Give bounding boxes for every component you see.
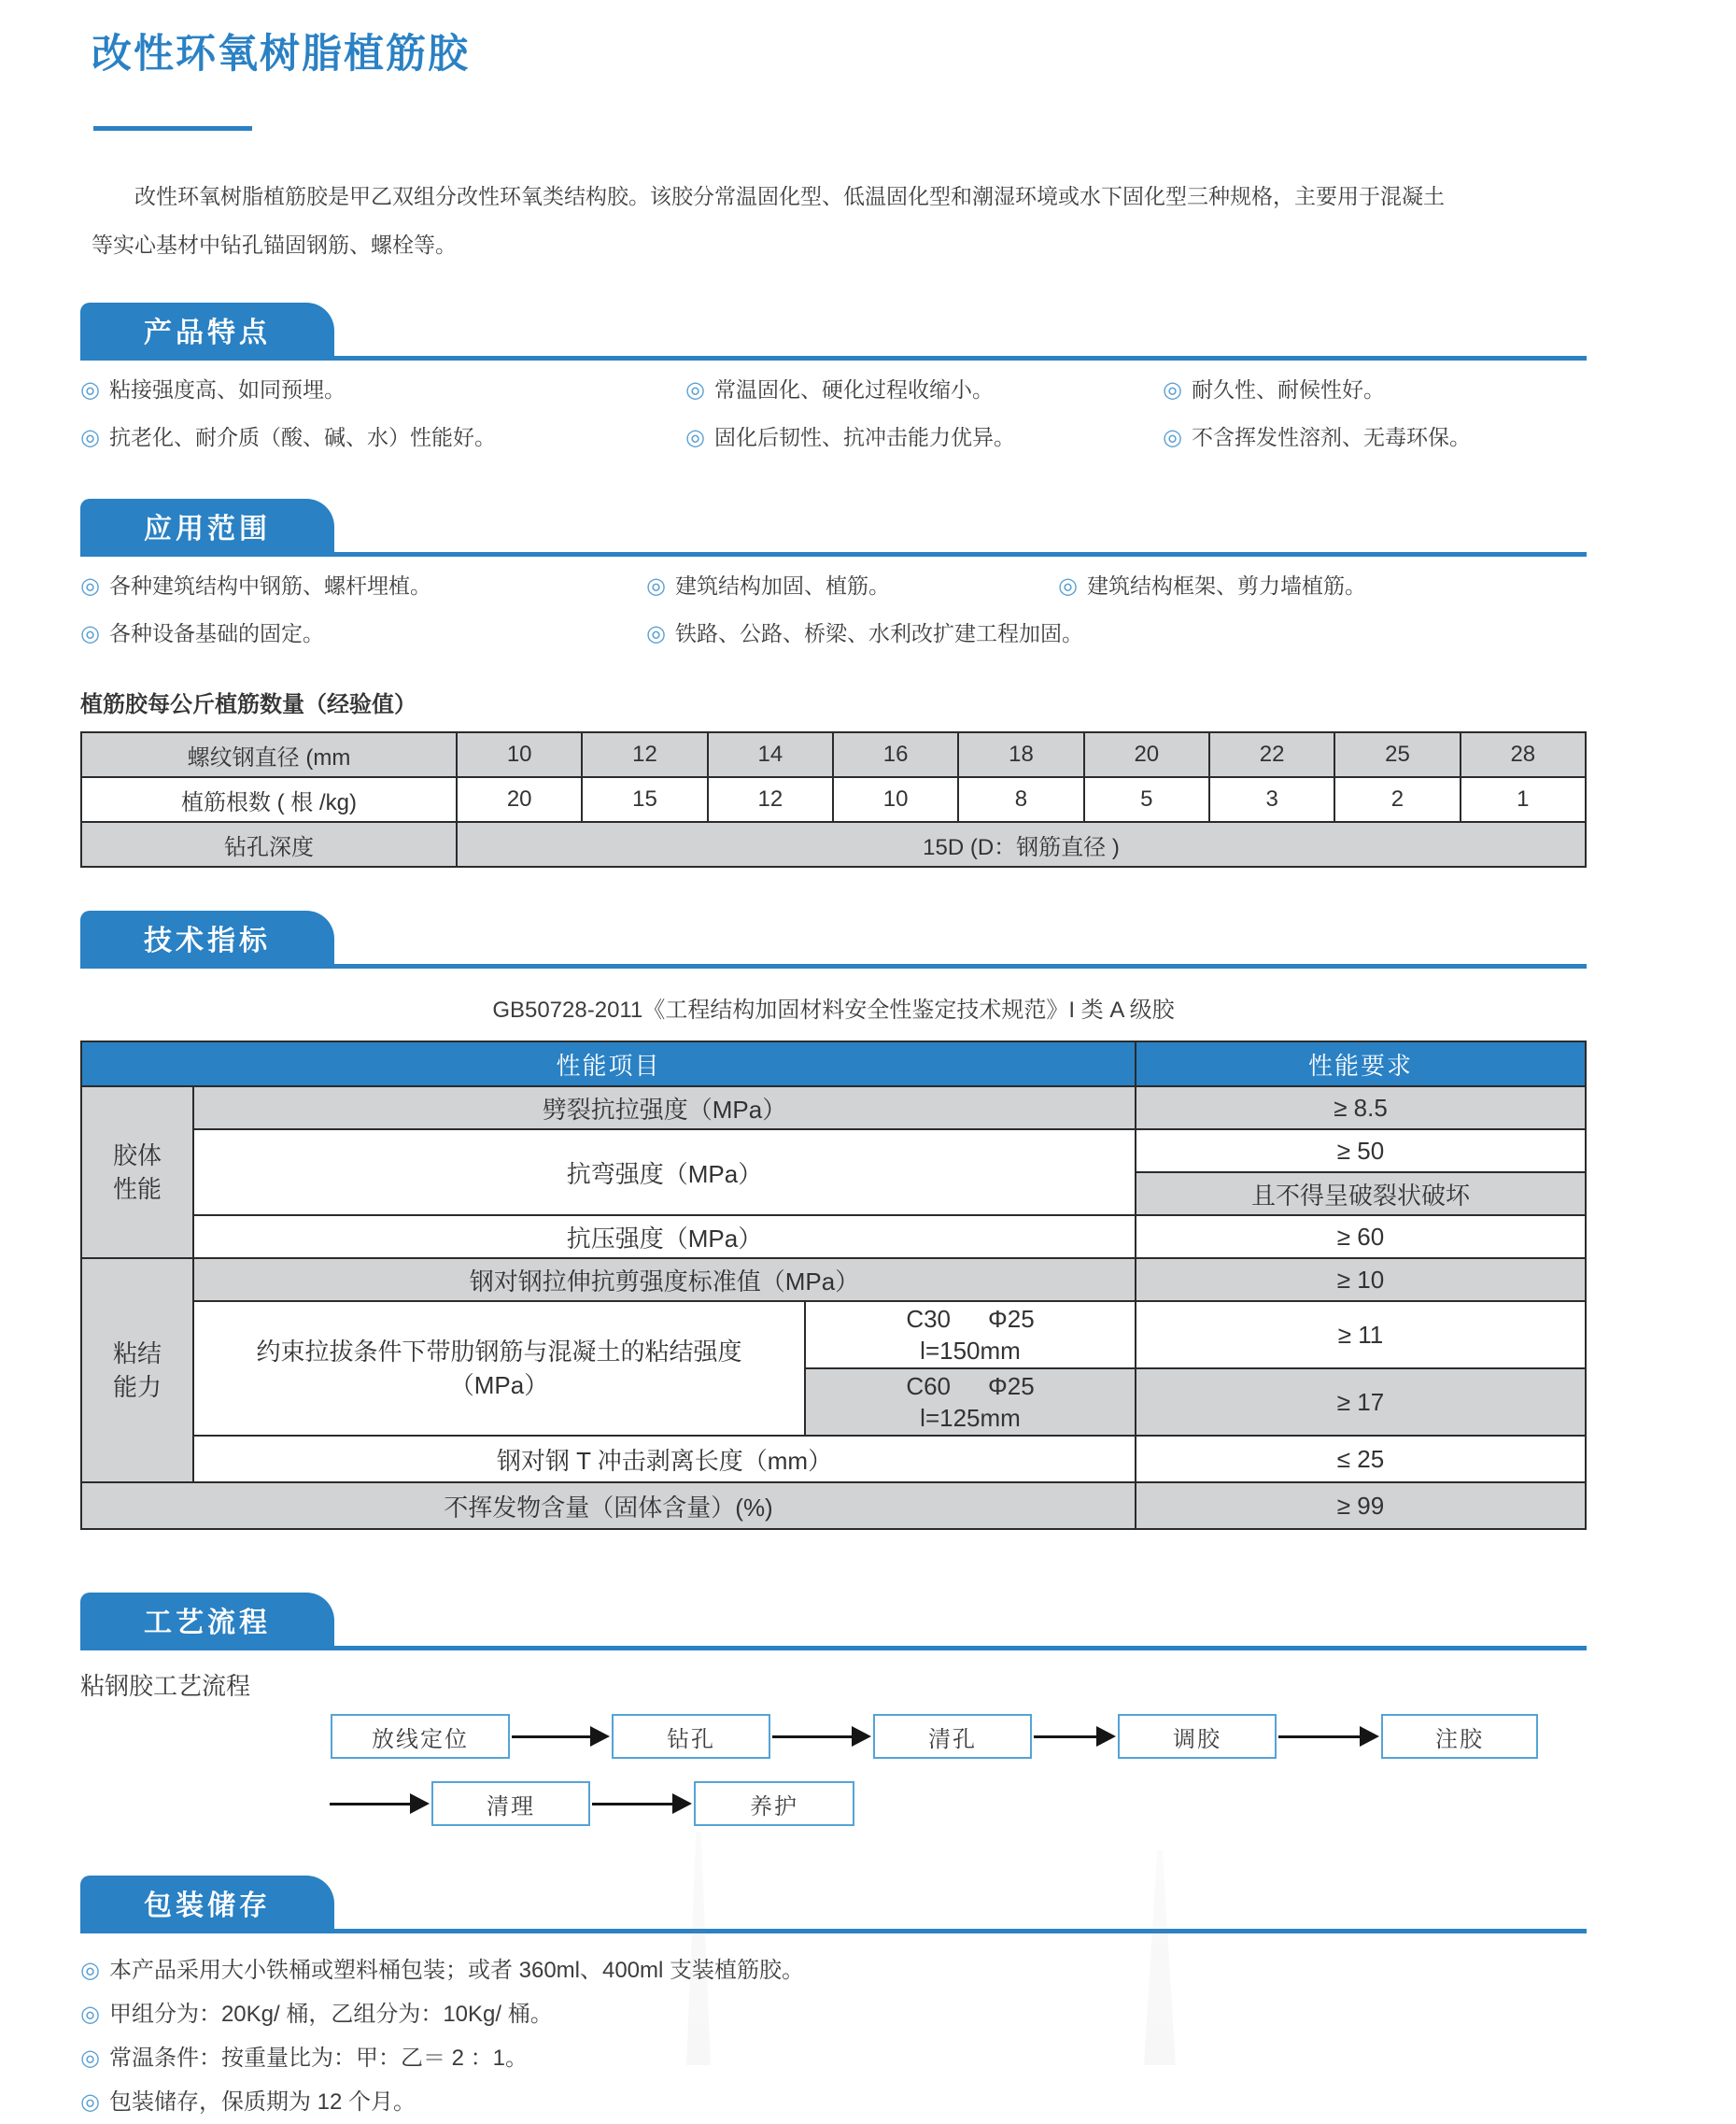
group-cell <box>81 1086 193 1258</box>
table-row <box>81 1129 1586 1172</box>
list-item <box>80 2036 1587 2080</box>
table-row <box>81 1301 1586 1368</box>
bar-diameter: Φ25 <box>988 1372 1035 1400</box>
bullseye-icon: ◎ <box>80 621 100 646</box>
cell: 15D (D：钢筋直径 ) <box>457 822 1586 867</box>
table-row <box>81 1086 1586 1129</box>
group-label: 粘结能力 <box>112 1339 162 1401</box>
concrete-grade: C60 <box>906 1372 952 1400</box>
list-item <box>80 1992 1587 2036</box>
feature-text: 粘接强度高、如同预埋。 <box>108 377 346 402</box>
arrow-right-icon <box>772 1714 871 1759</box>
bullseye-icon: ◎ <box>1163 425 1182 450</box>
flow-box: 养护 <box>694 1781 854 1826</box>
flow-box: 注胶 <box>1381 1714 1538 1759</box>
title-underline <box>93 126 252 131</box>
cell: 12 <box>708 777 833 822</box>
section-applications <box>80 499 1587 648</box>
arrow-right-icon <box>592 1781 692 1826</box>
condition-top <box>806 1370 1135 1402</box>
tech-table <box>80 1041 1587 1530</box>
bullseye-icon: ◎ <box>80 2089 100 2115</box>
condition-top <box>806 1303 1135 1335</box>
table-row <box>81 822 1586 867</box>
group-label: 胶体性能 <box>112 1141 162 1203</box>
flow-box: 清理 <box>431 1781 590 1826</box>
row-header: 钻孔深度 <box>81 822 457 867</box>
cell: 18 <box>958 732 1083 777</box>
bullseye-icon: ◎ <box>646 621 666 646</box>
cell: 5 <box>1084 777 1209 822</box>
item-line: （MPa） <box>449 1371 549 1399</box>
requirement-cell: ≥ 8.5 <box>1136 1086 1586 1129</box>
section-process <box>80 1593 1587 1849</box>
cell: 1 <box>1461 777 1586 822</box>
applications-list <box>80 572 1587 648</box>
list-item <box>80 423 685 452</box>
intro-paragraph <box>92 172 1587 269</box>
item-cell: 钢对钢拉伸抗剪强度标准值（MPa） <box>193 1258 1136 1301</box>
packaging-text: 本产品采用大小铁桶或塑料桶包装；或者 360ml、400ml 支装植筋胶。 <box>108 1958 805 1983</box>
bullseye-icon: ◎ <box>80 377 100 403</box>
bullseye-icon: ◎ <box>80 2002 100 2027</box>
application-text: 铁路、公路、桥梁、水利改扩建工程加固。 <box>674 621 1083 645</box>
requirement-cell: ≥ 50 <box>1136 1129 1586 1172</box>
flow-chart <box>80 1709 1587 1849</box>
flow-subtitle: 粘钢胶工艺流程 <box>80 1672 251 1700</box>
application-text: 各种建筑结构中钢筋、螺杆埋植。 <box>108 573 431 598</box>
cell: 25 <box>1334 732 1460 777</box>
requirement-cell: ≥ 99 <box>1136 1482 1586 1529</box>
process-rule <box>80 1646 1587 1650</box>
packaging-banner: 包装储存 <box>80 1876 334 1929</box>
flow-box: 钻孔 <box>612 1714 770 1759</box>
table-row <box>81 732 1586 777</box>
list-item <box>685 423 1163 452</box>
requirement-cell: ≤ 25 <box>1136 1436 1586 1482</box>
intro-line-1: 改性环氧树脂植筋胶是甲乙双组分改性环氧类结构胶。该胶分常温固化型、低温固化型和潮湿环境或水下固化型三种规格，主要用于混凝土 <box>134 184 1445 208</box>
cell: 20 <box>1084 732 1209 777</box>
item-cell: 抗压强度（MPa） <box>193 1215 1136 1258</box>
requirement-cell: ≥ 60 <box>1136 1215 1586 1258</box>
cell: 3 <box>1209 777 1334 822</box>
list-item <box>646 619 1083 648</box>
requirement-cell: ≥ 10 <box>1136 1258 1586 1301</box>
cell: 22 <box>1209 732 1334 777</box>
flow-box: 调胶 <box>1118 1714 1277 1759</box>
table-row <box>81 777 1586 822</box>
row-header: 螺纹钢直径 (mm <box>81 732 457 777</box>
section-features <box>80 303 1587 452</box>
list-item <box>80 1948 1587 1992</box>
application-text: 建筑结构加固、植筋。 <box>674 573 890 598</box>
list-item <box>80 2080 1587 2124</box>
bullseye-icon: ◎ <box>80 1958 100 1983</box>
table-row <box>81 1258 1586 1301</box>
feature-text: 抗老化、耐介质（酸、碱、水）性能好。 <box>108 425 496 449</box>
arrow-right-icon <box>1278 1714 1379 1759</box>
tech-banner: 技术指标 <box>80 911 334 964</box>
item-cell: 钢对钢 T 冲击剥离长度（mm） <box>193 1436 1136 1482</box>
packaging-text: 甲组分为：20Kg/ 桶，乙组分为：10Kg/ 桶。 <box>108 2002 553 2027</box>
cell: 10 <box>833 777 958 822</box>
row-header: 植筋根数 ( 根 /kg) <box>81 777 457 822</box>
list-item <box>80 572 646 601</box>
embed-length: l=125mm <box>920 1404 1021 1432</box>
bullseye-icon: ◎ <box>685 377 705 403</box>
item-line: 约束拉拔条件下带肋钢筋与混凝土的粘结强度 <box>256 1338 742 1366</box>
applications-banner: 应用范围 <box>80 499 334 552</box>
features-banner: 产品特点 <box>80 303 334 356</box>
cell: 15 <box>582 777 707 822</box>
list-item <box>1163 375 1587 404</box>
table-header-row <box>81 1041 1586 1086</box>
application-text: 各种设备基础的固定。 <box>108 621 324 645</box>
applications-rule <box>80 552 1587 557</box>
rebar-table-title: 植筋胶每公斤植筋数量（经验值） <box>80 692 416 717</box>
cell: 12 <box>582 732 707 777</box>
feature-text: 不含挥发性溶剂、无毒环保。 <box>1191 425 1471 449</box>
requirement-cell: ≥ 17 <box>1136 1368 1586 1436</box>
packaging-rule <box>80 1929 1587 1933</box>
condition-cell <box>805 1301 1136 1368</box>
bar-diameter: Φ25 <box>988 1305 1035 1333</box>
list-item <box>1163 423 1587 452</box>
bullseye-icon: ◎ <box>1163 377 1182 403</box>
item-cell <box>193 1301 805 1436</box>
concrete-grade: C30 <box>906 1305 952 1333</box>
list-item <box>80 619 646 648</box>
flow-box: 清孔 <box>873 1714 1032 1759</box>
table-row <box>81 1482 1586 1529</box>
tech-rule <box>80 964 1587 969</box>
list-item <box>646 572 1058 601</box>
feature-text: 耐久性、耐候性好。 <box>1191 377 1385 402</box>
group-cell <box>81 1258 193 1482</box>
bullseye-icon: ◎ <box>1058 573 1078 599</box>
application-text: 建筑结构框架、剪力墙植筋。 <box>1086 573 1366 598</box>
cell: 20 <box>457 777 582 822</box>
bullseye-icon: ◎ <box>646 573 666 599</box>
arrow-right-icon <box>330 1781 430 1826</box>
flow-box: 放线定位 <box>331 1714 510 1759</box>
column-header: 性能项目 <box>81 1041 1136 1086</box>
bullseye-icon: ◎ <box>80 2046 100 2071</box>
table-row <box>81 1436 1586 1482</box>
list-item <box>1058 572 1587 601</box>
bullseye-icon: ◎ <box>80 425 100 450</box>
intro-line-2: 等实心基材中钻孔锚固钢筋、螺栓等。 <box>92 233 457 257</box>
process-banner: 工艺流程 <box>80 1593 334 1646</box>
packaging-text: 常温条件：按重量比为：甲：乙＝ 2 ：1。 <box>108 2046 528 2071</box>
condition-cell <box>805 1368 1136 1436</box>
item-cell: 抗弯强度（MPa） <box>193 1129 1136 1215</box>
requirement-cell: ≥ 11 <box>1136 1301 1586 1368</box>
feature-text: 固化后韧性、抗冲击能力优异。 <box>713 425 1015 449</box>
requirement-cell: 且不得呈破裂状破坏 <box>1136 1172 1586 1215</box>
section-tech <box>80 911 1587 1530</box>
bullseye-icon: ◎ <box>80 573 100 599</box>
cell: 10 <box>457 732 582 777</box>
cell: 16 <box>833 732 958 777</box>
features-rule <box>80 356 1587 361</box>
rebar-table <box>80 731 1587 868</box>
features-list <box>80 375 1587 452</box>
standard-reference: GB50728-2011《工程结构加固材料安全性鉴定技术规范》I 类 A 级胶 <box>492 998 1175 1023</box>
bullseye-icon: ◎ <box>685 425 705 450</box>
cell: 28 <box>1461 732 1586 777</box>
cell: 8 <box>958 777 1083 822</box>
table-row <box>81 1215 1586 1258</box>
page-title: 改性环氧树脂植筋胶 <box>92 32 470 77</box>
packaging-text: 包装储存，保质期为 12 个月。 <box>108 2089 416 2115</box>
embed-length: l=150mm <box>920 1337 1021 1365</box>
feature-text: 常温固化、硬化过程收缩小。 <box>713 377 994 402</box>
arrow-right-icon <box>512 1714 610 1759</box>
arrow-right-icon <box>1034 1714 1116 1759</box>
section-packaging <box>80 1876 1587 2124</box>
cell: 14 <box>708 732 833 777</box>
column-header: 性能要求 <box>1136 1041 1586 1086</box>
item-cell: 不挥发物含量（固体含量）(%) <box>81 1482 1136 1529</box>
packaging-list <box>80 1948 1587 2124</box>
item-cell: 劈裂抗拉强度（MPa） <box>193 1086 1136 1129</box>
cell: 2 <box>1334 777 1460 822</box>
list-item <box>685 375 1163 404</box>
list-item <box>80 375 685 404</box>
